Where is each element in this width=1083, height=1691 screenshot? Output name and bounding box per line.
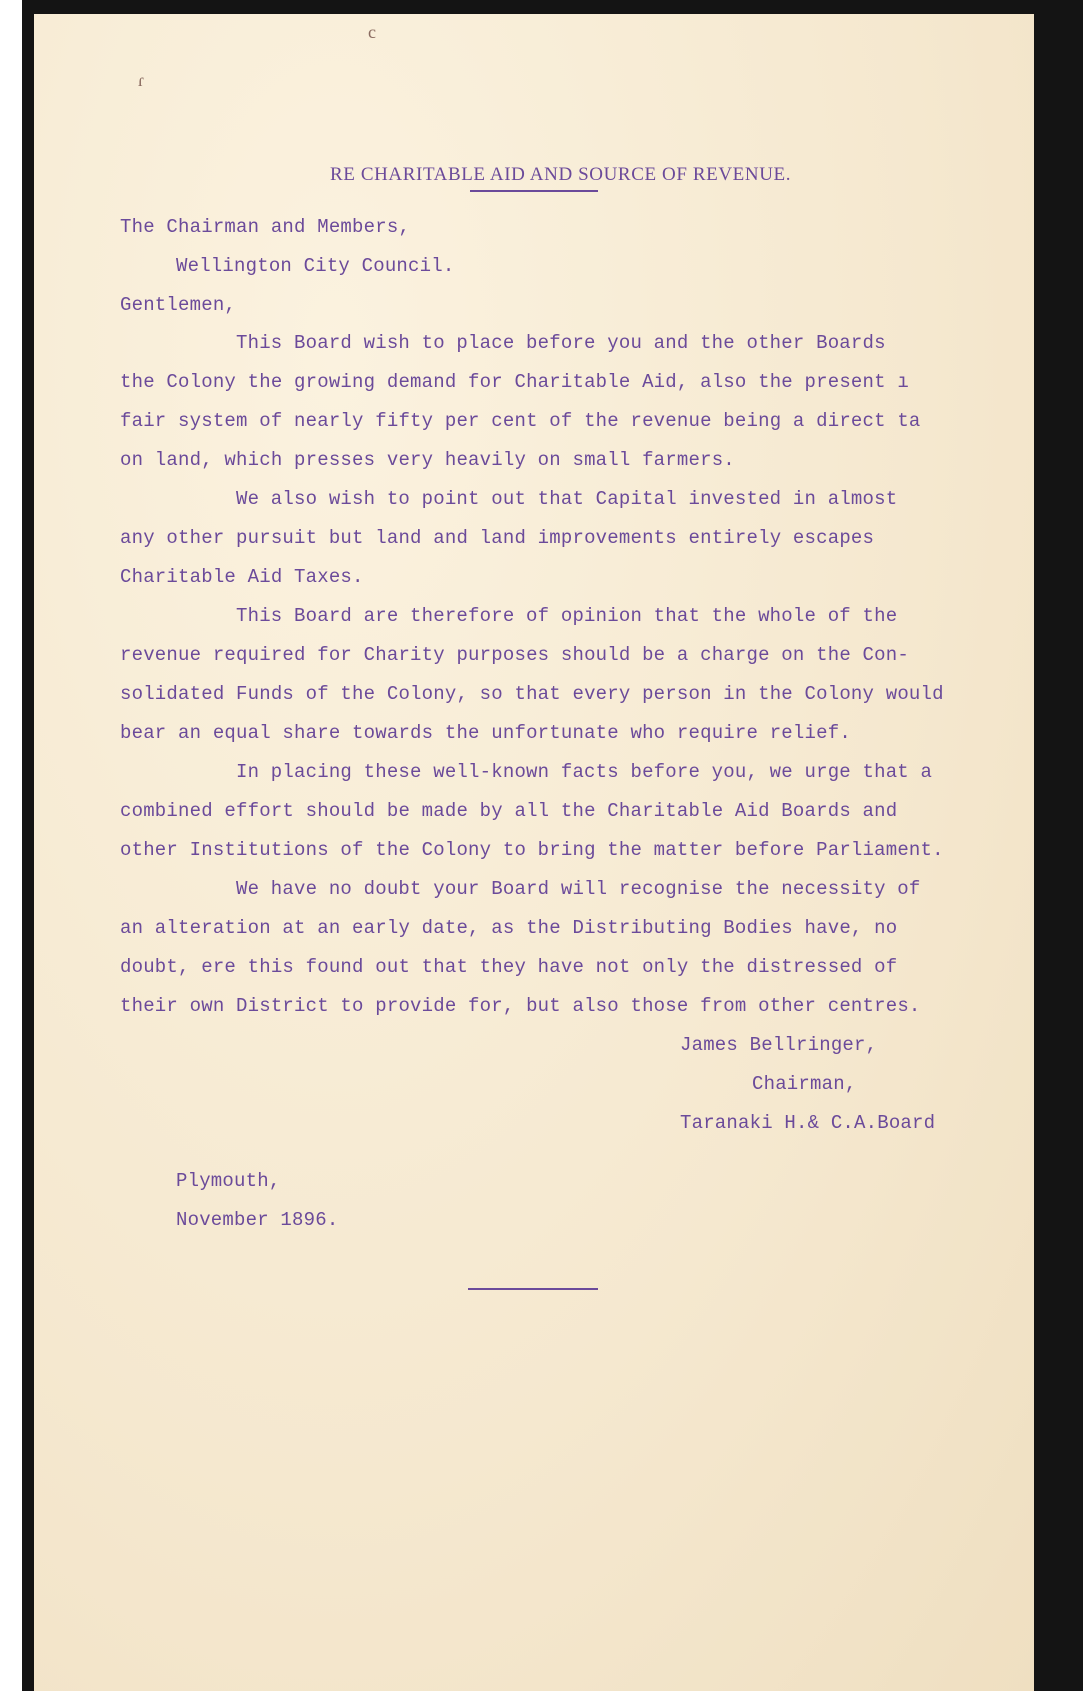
body-line: their own District to provide for, but also those from other centres. bbox=[120, 995, 921, 1017]
body-line: In placing these well-known facts before you, we urge that a bbox=[236, 761, 933, 783]
signature-role: Chairman, bbox=[752, 1073, 857, 1095]
place: Plymouth, bbox=[176, 1170, 281, 1192]
body-line: combined effort should be made by all the Charitable Aid Boards and bbox=[120, 800, 898, 822]
body-line: any other pursuit but land and land improvements entirely escapes bbox=[120, 527, 875, 549]
body-line: This Board are therefore of opinion that the whole of the bbox=[236, 605, 898, 627]
greeting: Gentlemen, bbox=[120, 294, 237, 316]
body-line: We have no doubt your Board will recognise the necessity of bbox=[236, 878, 921, 900]
body-line: doubt, ere this found out that they have not only the distressed of bbox=[120, 956, 898, 978]
body-line: revenue required for Charity purposes should be a charge on the Con- bbox=[120, 644, 909, 666]
closing-rule bbox=[468, 1288, 598, 1290]
title-underline bbox=[470, 190, 598, 192]
body-line: an alteration at an early date, as the Distributing Bodies have, no bbox=[120, 917, 898, 939]
body-line: This Board wish to place before you and the other Boards bbox=[236, 332, 886, 354]
body-line: the Colony the growing demand for Charitable Aid, also the present ı bbox=[120, 371, 909, 393]
margin-mark: c bbox=[368, 22, 376, 42]
body-line: bear an equal share towards the unfortunate who require relief. bbox=[120, 722, 851, 744]
body-line: other Institutions of the Colony to bring the matter before Parliament. bbox=[120, 839, 944, 861]
signature-name: James Bellringer, bbox=[680, 1034, 878, 1056]
body-line: on land, which presses very heavily on small farmers. bbox=[120, 449, 735, 471]
body-line: We also wish to point out that Capital invested in almost bbox=[236, 488, 898, 510]
body-line: Charitable Aid Taxes. bbox=[120, 566, 364, 588]
addressee-line: The Chairman and Members, bbox=[120, 216, 411, 238]
signature-org: Taranaki H.& C.A.Board bbox=[680, 1112, 936, 1134]
body-line: solidated Funds of the Colony, so that every person in the Colony would bbox=[120, 683, 944, 705]
body-line: fair system of nearly fifty per cent of the revenue being a direct ta bbox=[120, 410, 921, 432]
margin-mark: ɾ bbox=[138, 70, 144, 90]
date: November 1896. bbox=[176, 1209, 339, 1231]
letter-title: RE CHARITABLE AID AND SOURCE OF REVENUE. bbox=[330, 164, 792, 185]
letter-page bbox=[34, 14, 1034, 1691]
addressee-line: Wellington City Council. bbox=[176, 255, 455, 277]
